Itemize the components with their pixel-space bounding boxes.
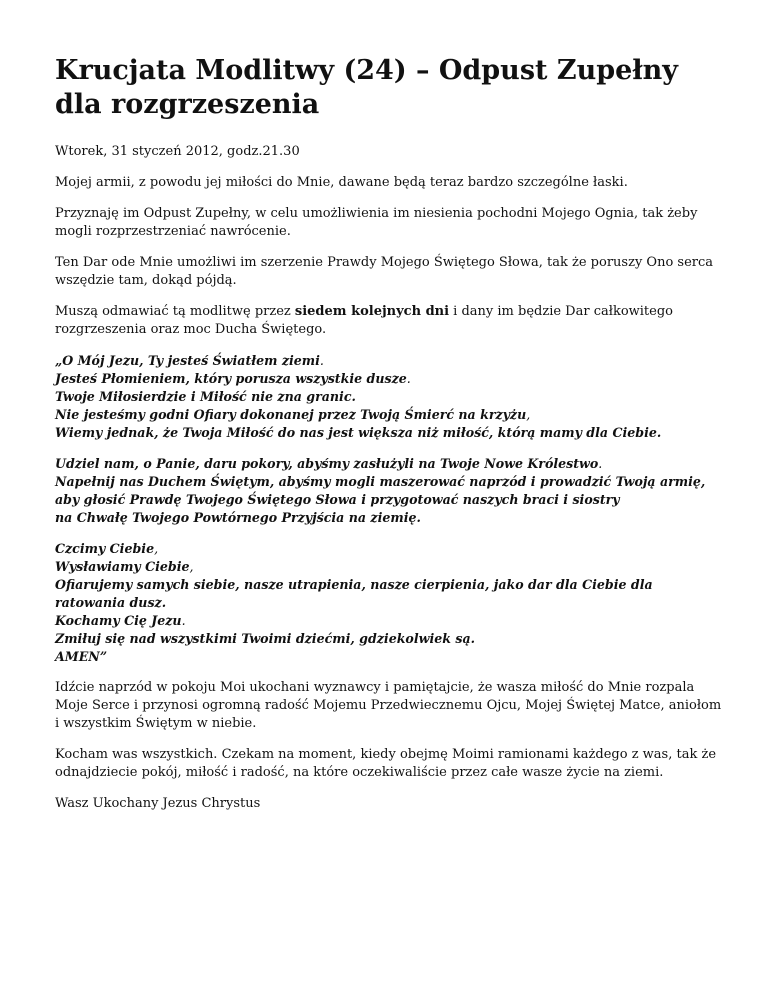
prayer-line-text: Nie jesteśmy godni Ofiary dokonanej przez Twoją Śmierć na krzyżu xyxy=(55,407,527,422)
prayer-line-text: na Chwałę Twojego Powtórnego Przyjścia na ziemię. xyxy=(55,510,421,525)
paragraph-3: Ten Dar ode Mnie umożliwi im szerzenie Prawdy Mojego Świętego Słowa, tak że poruszy Ono serca wszędzie tam, dokąd pójdą. xyxy=(55,255,714,288)
prayer-line-text: Jesteś Płomieniem, który porusza wszystkie dusze xyxy=(55,371,407,386)
prayer-line-text: Wysławiamy Ciebie xyxy=(55,559,190,574)
paragraph-1: Mojej armii, z powodu jej miłości do Mnie, dawane będą teraz bardzo szczególne łaski. xyxy=(55,175,628,190)
prayer-line-text: Wiemy jednak, że Twoja Miłość do nas jest większa niż miłość, którą mamy dla Ciebie. xyxy=(55,425,662,440)
prayer-line-text: Udziel nam, o Panie, daru pokory, abyśmy zasłużyli na Twoje Nowe Królestwo xyxy=(55,456,599,471)
prayer-line-punct: . xyxy=(598,456,603,471)
prayer-line xyxy=(55,473,725,491)
paragraph-4-after: i dany im będzie Dar całkowitego rozgrzeszenia oraz moc Ducha Świętego. xyxy=(55,304,673,337)
prayer-block-2 xyxy=(55,455,725,527)
paragraph-4 xyxy=(55,303,725,339)
prayer-line xyxy=(55,455,725,473)
prayer-line-punct: . xyxy=(319,353,324,368)
prayer-line-text: Napełnij nas Duchem Świętym, abyśmy mogli maszerować naprzód i prowadzić Twoją armię, xyxy=(55,474,706,489)
paragraph-5: Idźcie naprzód w pokoju Moi ukochani wyznawcy i pamiętajcie, że wasza miłość do Mnie rozpala Moje Serce i przynosi ogromną radość Mojemu Przedwiecznemu Ojcu, Mojej Świętej Matce, aniołom i wszystkim Świętym w niebie. xyxy=(55,680,722,731)
prayer-line xyxy=(55,370,725,388)
paragraph-2: Przyznaję im Odpust Zupełny, w celu umożliwienia im niesienia pochodni Mojego Ognia, tak żeby mogli rozprzestrzeniać nawrócenie. xyxy=(55,206,698,239)
prayer-line-text: Ofiarujemy samych siebie, nasze utrapienia, nasze cierpienia, jako dar dla Ciebie dla ratowania dusz. xyxy=(55,577,653,610)
prayer-line xyxy=(55,648,725,666)
prayer-line xyxy=(55,352,725,370)
prayer-line xyxy=(55,612,725,630)
prayer-line-punct: , xyxy=(526,407,531,422)
paragraph-4-before: Muszą odmawiać tą modlitwę przez xyxy=(55,304,295,319)
prayer-line xyxy=(55,576,725,612)
prayer-line xyxy=(55,491,725,509)
prayer-line xyxy=(55,388,725,406)
prayer-line xyxy=(55,540,725,558)
prayer-line-text: aby głosić Prawdę Twojego Świętego Słowa i przygotować naszych braci i siostry xyxy=(55,492,620,507)
prayer-block-3 xyxy=(55,540,725,666)
prayer-line-punct: , xyxy=(189,559,194,574)
prayer-line-text: „O Mój Jezu, Ty jesteś Światłem ziemi xyxy=(55,353,320,368)
prayer-line-text: Czcimy Ciebie xyxy=(55,541,155,556)
paragraph-4-bold: siedem kolejnych dni xyxy=(294,304,450,319)
prayer-line xyxy=(55,558,725,576)
prayer-line xyxy=(55,630,725,648)
document-page xyxy=(55,54,725,826)
prayer-line-text: Zmiłuj się nad wszystkimi Twoimi dziećmi, gdziekolwiek są. xyxy=(55,631,475,646)
prayer-line xyxy=(55,424,725,442)
prayer-line-punct: . xyxy=(181,613,186,628)
prayer-line-punct: . xyxy=(406,371,411,386)
prayer-line-text: AMEN” xyxy=(55,649,108,664)
paragraph-6: Kocham was wszystkich. Czekam na moment, kiedy obejmę Moimi ramionami każdego z was, tak że odnajdziecie pokój, miłość i radość, na które oczekiwaliście przez całe wasze życie na ziemi. xyxy=(55,747,717,780)
signature: Wasz Ukochany Jezus Chrystus xyxy=(55,796,261,811)
prayer-block-1 xyxy=(55,352,725,442)
prayer-line-text: Twoje Miłosierdzie i Miłość nie zna granic. xyxy=(55,389,356,404)
date-line: Wtorek, 31 styczeń 2012, godz.21.30 xyxy=(55,144,300,159)
prayer-line-text: Kochamy Cię Jezu xyxy=(55,613,182,628)
prayer-line-punct: , xyxy=(154,541,159,556)
page-title: Krucjata Modlitwy (24) – Odpust Zupełny dla rozgrzeszenia xyxy=(55,55,678,120)
prayer-line xyxy=(55,509,725,527)
prayer-line xyxy=(55,406,725,424)
